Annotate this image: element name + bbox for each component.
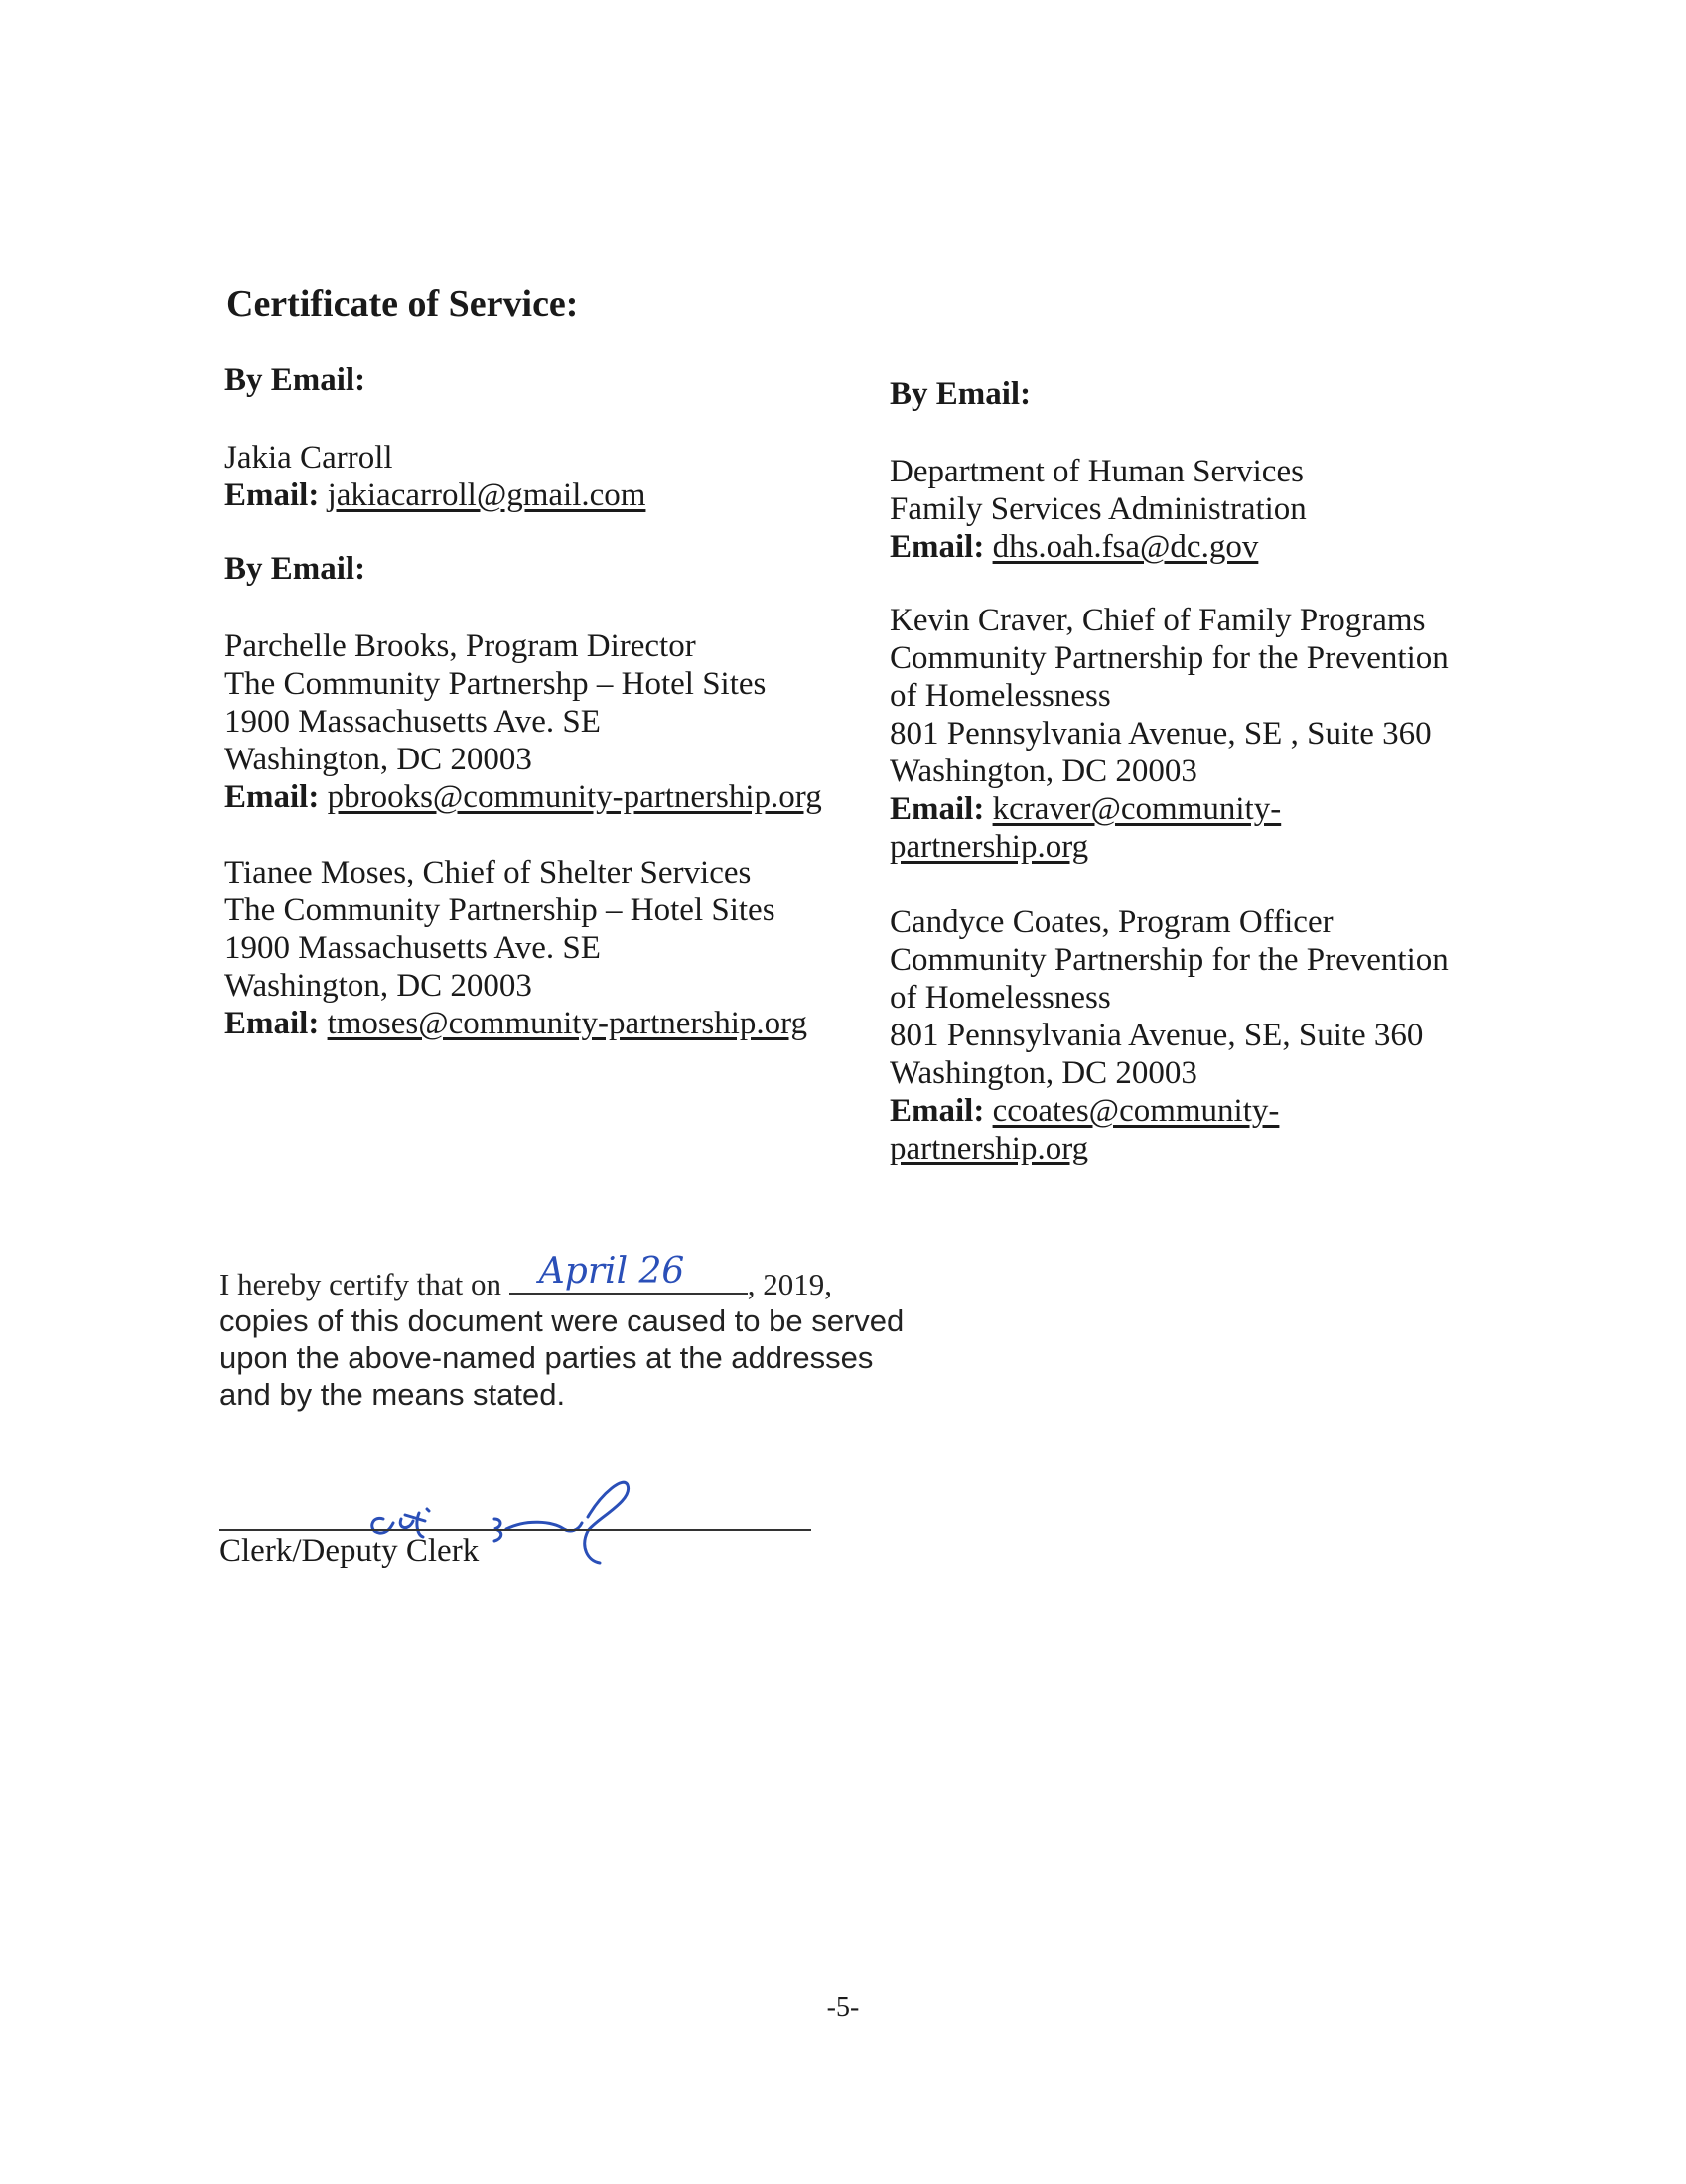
email-label: Email: — [890, 1093, 985, 1129]
recipient-line: Family Services Administration — [890, 491, 1307, 527]
recipient-line: 801 Pennsylvania Avenue, SE, Suite 360 — [890, 1018, 1424, 1053]
recipient-line: Community Partnership for the Prevention — [890, 942, 1449, 978]
recipient-block — [224, 627, 860, 816]
email-label: Email: — [224, 1006, 320, 1041]
certification-line — [219, 1251, 914, 1302]
date-blank — [509, 1251, 748, 1295]
email-line — [890, 1092, 1505, 1130]
recipient-line: Washington, DC 20003 — [224, 968, 532, 1004]
certification-line: and by the means stated. — [219, 1377, 566, 1412]
recipient-block — [890, 453, 1505, 566]
recipient-line: Tianee Moses, Chief of Shelter Services — [224, 855, 752, 890]
email-label: Email: — [890, 791, 985, 827]
page-title: Certificate of Service: — [226, 283, 579, 325]
certification-line: upon the above-named parties at the addresses — [219, 1340, 874, 1375]
recipient-block — [224, 854, 860, 1042]
recipient-line: Parchelle Brooks, Program Director — [224, 628, 696, 664]
email-label: Email: — [224, 478, 320, 513]
email-link[interactable]: jakiacarroll@gmail.com — [327, 478, 646, 513]
by-email-heading: By Email: — [224, 551, 366, 587]
recipient-line: The Community Partnership – Hotel Sites — [224, 892, 775, 928]
handwritten-date: April 26 — [538, 1251, 685, 1292]
email-line — [224, 477, 860, 514]
recipient-block — [224, 439, 860, 514]
email-link[interactable]: kcraver@community- — [992, 791, 1282, 827]
left-recipient-column — [224, 361, 860, 1042]
email-link[interactable]: pbrooks@community-partnership.org — [327, 779, 822, 815]
recipient-line: Washington, DC 20003 — [890, 1055, 1197, 1091]
recipient-line: Candyce Coates, Program Officer — [890, 904, 1334, 940]
email-link[interactable]: dhs.oah.fsa@dc.gov — [992, 529, 1259, 565]
recipient-name: Jakia Carroll — [224, 440, 393, 476]
recipient-line: 1900 Massachusetts Ave. SE — [224, 930, 601, 966]
recipient-line: The Community Partnershp – Hotel Sites — [224, 666, 767, 702]
page-number: -5- — [826, 1992, 860, 2023]
certification-statement — [219, 1251, 914, 1413]
recipient-block — [890, 903, 1505, 1167]
email-line — [890, 790, 1505, 828]
recipient-line: Community Partnership for the Prevention — [890, 640, 1449, 676]
by-email-heading: By Email: — [224, 362, 366, 398]
recipient-line: of Homelessness — [890, 678, 1111, 714]
recipient-line: 801 Pennsylvania Avenue, SE , Suite 360 — [890, 716, 1432, 751]
email-link[interactable]: ccoates@community- — [992, 1093, 1280, 1129]
email-line — [224, 778, 860, 816]
signature-label: Clerk/Deputy Clerk — [219, 1533, 480, 1569]
email-label: Email: — [224, 779, 320, 815]
email-link[interactable]: tmoses@community-partnership.org — [327, 1006, 808, 1041]
email-link-continuation[interactable]: partnership.org — [890, 1131, 1089, 1166]
recipient-line: Washington, DC 20003 — [890, 753, 1197, 789]
recipient-line: of Homelessness — [890, 980, 1111, 1016]
signature-line — [219, 1529, 811, 1531]
right-recipient-column — [890, 375, 1505, 1167]
email-label: Email: — [890, 529, 985, 565]
email-line — [890, 528, 1505, 566]
email-link-continuation[interactable]: partnership.org — [890, 829, 1089, 865]
recipient-block — [890, 602, 1505, 866]
recipient-line: Kevin Craver, Chief of Family Programs — [890, 603, 1426, 638]
certification-line: copies of this document were caused to be served — [219, 1303, 905, 1338]
recipient-line: Washington, DC 20003 — [224, 742, 532, 777]
recipient-line: Department of Human Services — [890, 454, 1304, 489]
by-email-heading: By Email: — [890, 376, 1032, 412]
certification-prefix: I hereby certify that on — [219, 1267, 502, 1301]
recipient-line: 1900 Massachusetts Ave. SE — [224, 704, 601, 740]
email-line — [224, 1005, 860, 1042]
certification-year: , 2019, — [747, 1267, 833, 1301]
